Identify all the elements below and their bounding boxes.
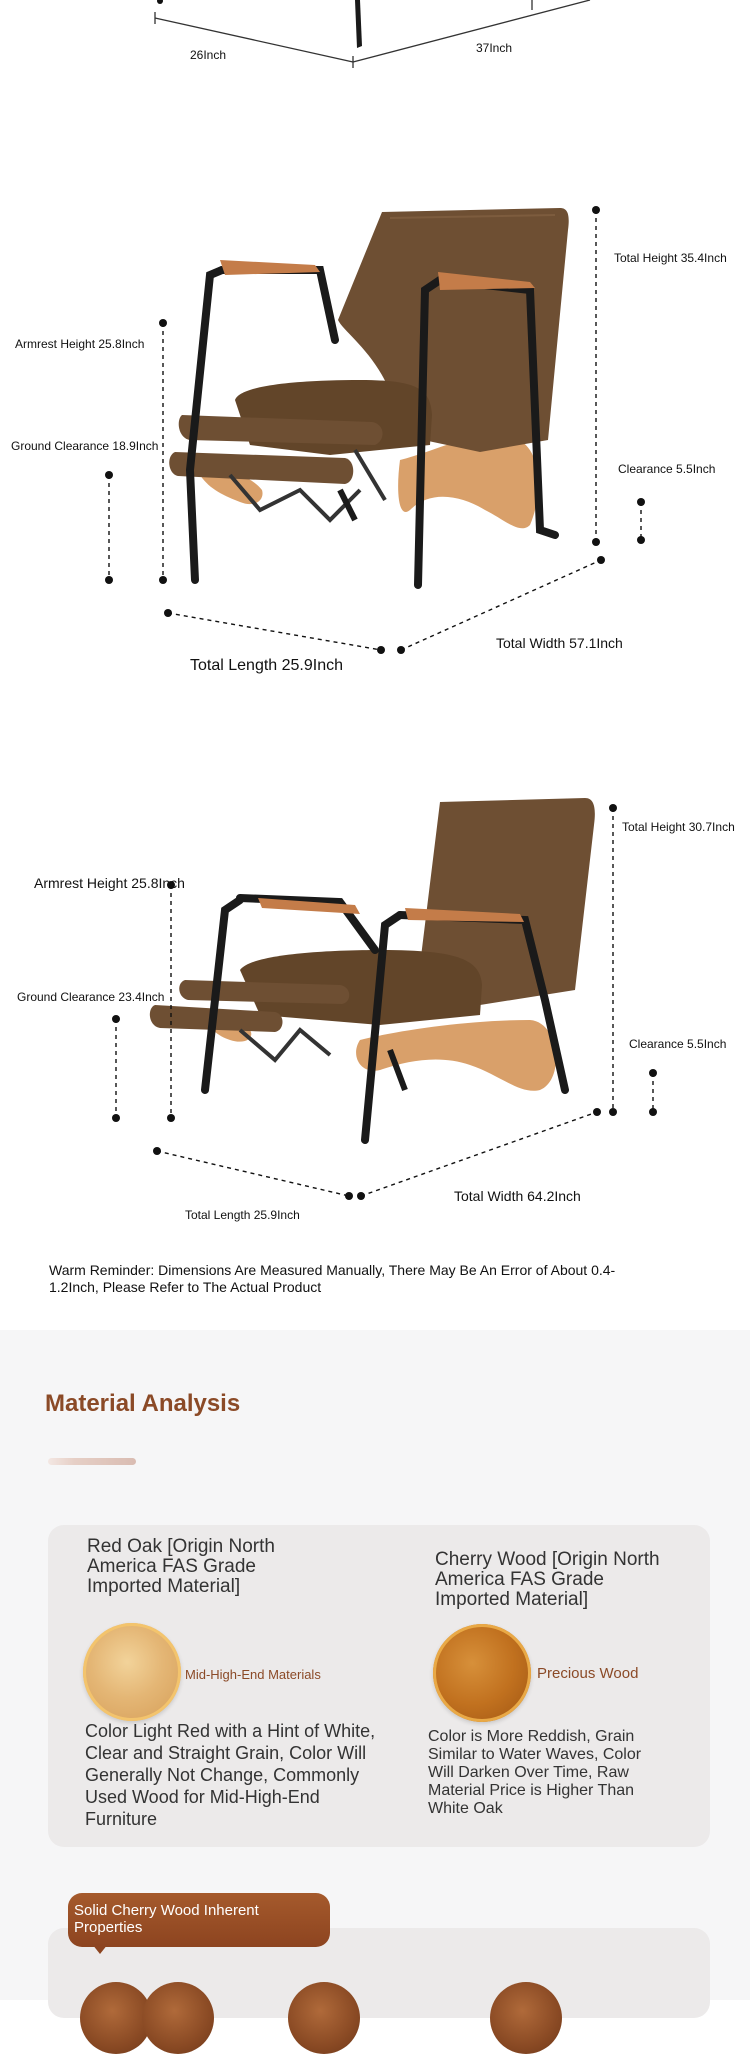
material-title: Material Analysis bbox=[45, 1390, 241, 1417]
measurement-reminder: Warm Reminder: Dimensions Are Measured Manually, There May Be An Error of About 0.4-1.2Inch, Please Refer to The Actual Product bbox=[49, 1262, 616, 1295]
badge-pointer bbox=[92, 1944, 108, 1954]
chair1-total-width: Total Width 57.1Inch bbox=[496, 635, 623, 651]
cherry-tag: Precious Wood bbox=[537, 1665, 639, 1682]
chair2-total-length: Total Length 25.9Inch bbox=[185, 1208, 300, 1222]
chair2-armrest-height: Armrest Height 25.8Inch bbox=[34, 875, 185, 891]
red-oak-title: Red Oak [Origin North America FAS Grade Imported Material] bbox=[87, 1536, 275, 1597]
cherry-title: Cherry Wood [Origin North America FAS Grade Imported Material] bbox=[435, 1549, 660, 1610]
property-image-3 bbox=[288, 1982, 360, 2054]
cherry-swatch bbox=[433, 1624, 531, 1722]
red-oak-description: Color Light Red with a Hint of White, Clear and Straight Grain, Color Will Generally Not Change, Commonly Used Wood for Mid-High-End Furniture bbox=[85, 1721, 376, 1829]
red-oak-tag: Mid-High-End Materials bbox=[185, 1667, 321, 1682]
properties-badge: Solid Cherry Wood Inherent Properties bbox=[68, 1893, 330, 1947]
chair1-armrest-height: Armrest Height 25.8Inch bbox=[15, 337, 145, 351]
chair1-total-height: Total Height 35.4Inch bbox=[614, 251, 727, 265]
chair1-total-length: Total Length 25.9Inch bbox=[190, 657, 344, 674]
top-depth-label: 37Inch bbox=[476, 41, 513, 55]
top-dimension-diagram bbox=[0, 0, 750, 80]
property-image-4 bbox=[490, 1982, 562, 2054]
chair1-clearance: Clearance 5.5Inch bbox=[618, 462, 716, 476]
chair2-total-height: Total Height 30.7Inch bbox=[622, 820, 735, 834]
property-image-2 bbox=[142, 1982, 214, 2054]
top-width-label: 26Inch bbox=[190, 48, 227, 62]
chair2-clearance: Clearance 5.5Inch bbox=[629, 1037, 727, 1051]
chair2-total-width: Total Width 64.2Inch bbox=[454, 1188, 581, 1204]
red-oak-swatch bbox=[83, 1623, 181, 1721]
chair1-ground-clearance: Ground Clearance 18.9Inch bbox=[11, 439, 159, 453]
title-underline bbox=[48, 1458, 136, 1465]
cherry-description: Color is More Reddish, Grain Similar to Water Waves, Color Will Darken Over Time, Raw Material Price is Higher Than White Oak bbox=[428, 1728, 642, 1817]
chair2-ground-clearance: Ground Clearance 23.4Inch bbox=[17, 990, 165, 1004]
